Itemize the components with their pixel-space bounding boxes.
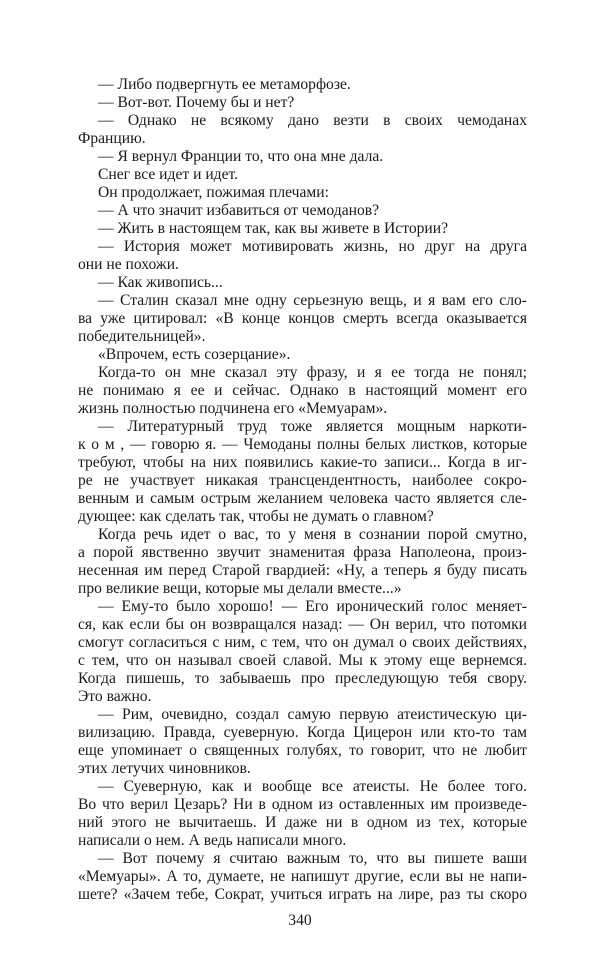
text-line: требуют, чтобы на них появились какие-то записи... Когда в иг- xyxy=(78,454,527,471)
text-line: смогут согласиться с ним, с тем, что он думал о своих действиях, xyxy=(78,634,527,651)
text-line: про великие вещи, которые мы делали вместе...» xyxy=(78,580,402,597)
text-line: ре не участвует никакая трансцендентность, наиболее сокро- xyxy=(78,472,527,489)
text-line: дующее: как сделать так, чтобы не думать о главном? xyxy=(78,508,434,525)
text-line: написали о нем. А ведь написали много. xyxy=(78,832,347,849)
text-line: жизнь полностью подчинена его «Мемуарам». xyxy=(78,400,388,417)
text-line: — Однако не всякому дано везти в своих чемоданах xyxy=(98,112,527,129)
text-line: они не похожи. xyxy=(78,256,179,273)
text-line: — Вот почему я считаю важным то, что вы пишете ваши xyxy=(98,850,527,867)
text-line: Снег все идет и идет. xyxy=(98,166,239,183)
text-line: — Литературный труд тоже является мощным наркоти- xyxy=(98,418,527,435)
text-line: — Ему-то было хорошо! — Его иронический голос меняет- xyxy=(98,598,527,615)
text-line: — Сталин сказал мне одну серьезную вещь, и я вам его сло- xyxy=(98,292,527,309)
text-line: — А что значит избавиться от чемоданов? xyxy=(98,202,380,219)
text-line: — Либо подвергнуть ее метаморфозе. xyxy=(98,76,351,93)
text-line: — Рим, очевидно, создал самую первую атеистическую ци- xyxy=(98,706,527,723)
text-line: Когда-то он мне сказал эту фразу, и я ее тогда не понял; xyxy=(98,364,527,381)
text-line: ся, как если бы он возвращался назад: — Он верил, что потомки xyxy=(78,616,527,633)
text-line: шете? «Зачем тебе, Сократ, учиться играть на лире, раз ты скоро xyxy=(78,886,527,903)
text-line: Во что верил Цезарь? Ни в одном из оставленных им произведе- xyxy=(78,796,527,813)
text-line: — Как живопись... xyxy=(98,274,223,291)
text-line: с тем, что он называл своей славой. Мы к этому еще вернемся. xyxy=(78,652,527,669)
page-number: 340 xyxy=(288,912,312,929)
text-line: — Суеверную, как и вообще все атеисты. Не более того. xyxy=(98,778,527,795)
text-line: к о м , — говорю я. — Чемоданы полны белых листков, которые xyxy=(78,436,527,453)
text-line: победительницей». xyxy=(78,328,206,345)
text-line: «Впрочем, есть созерцание». xyxy=(98,346,291,363)
text-line: Когда речь идет о вас, то у меня в сознании порой смутно, xyxy=(98,526,527,543)
text-line: не понимаю я ее и сейчас. Однако в настоящий момент его xyxy=(78,382,527,399)
text-line: ва уже цитировал: «В конце концов смерть всегда оказывается xyxy=(78,310,527,327)
page-body-text xyxy=(78,76,527,904)
text-line: Францию. xyxy=(78,130,146,147)
text-line: — История может мотивировать жизнь, но друг на друга xyxy=(98,238,527,255)
text-line: вилизацию. Правда, суеверную. Когда Цицерон или кто-то там xyxy=(78,724,527,741)
text-line: «Мемуары». А то, думаете, не напишут другие, если вы не напи- xyxy=(78,868,527,885)
text-line: а порой явственно звучит знаменитая фраза Наполеона, произ- xyxy=(78,544,527,561)
text-line: Это важно. xyxy=(78,688,152,705)
text-line: Он продолжает, пожимая плечами: xyxy=(98,184,329,201)
text-line: венным и самым острым желанием человека часто является сле- xyxy=(78,490,527,507)
text-line: еще упоминает о священных голубях, то говорит, что не любит xyxy=(78,742,527,759)
text-line: — Жить в настоящем так, как вы живете в Истории? xyxy=(98,220,449,237)
text-line: — Вот-вот. Почему бы и нет? xyxy=(98,94,295,111)
text-line: Когда пишешь, то забываешь про преследующую тебя свору. xyxy=(78,670,527,687)
text-line: ний этого не вычитаешь. И даже ни в одном из тех, которые xyxy=(78,814,527,831)
text-line: — Я вернул Франции то, что она мне дала. xyxy=(98,148,384,165)
text-line: несенная им перед Старой гвардией: «Ну, а теперь я буду писать xyxy=(78,562,527,579)
text-line: этих летучих чиновников. xyxy=(78,760,251,777)
